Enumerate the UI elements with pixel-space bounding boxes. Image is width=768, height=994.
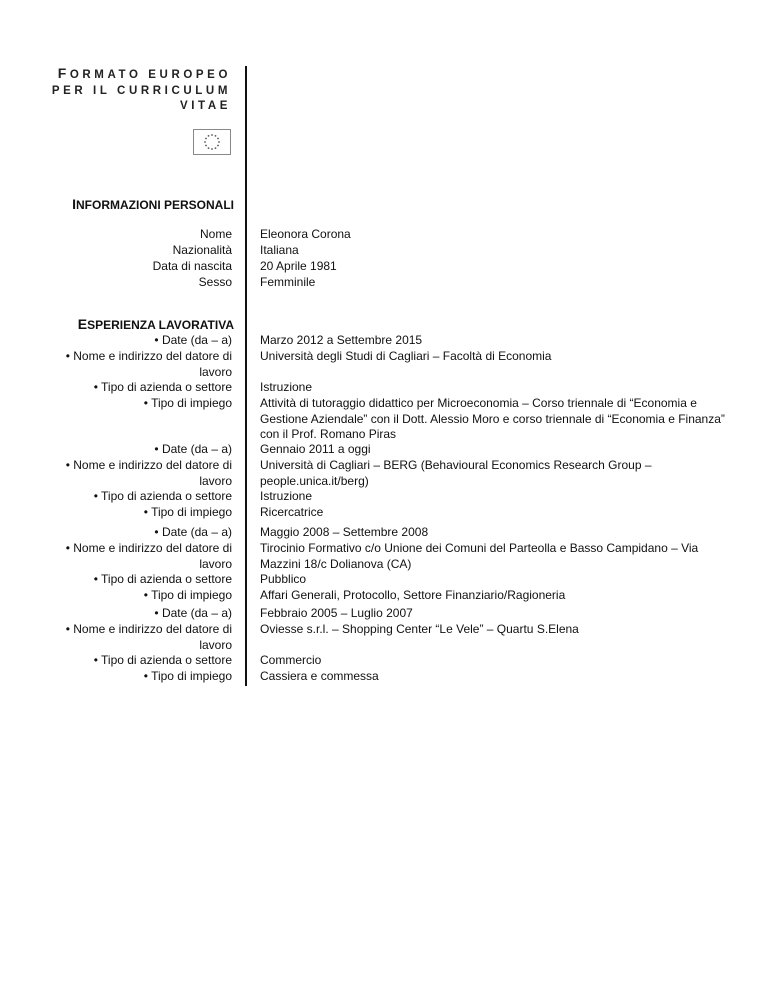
- label-job: • Tipo di impiego: [143, 396, 232, 410]
- entry-1-sector: Istruzione: [260, 380, 313, 394]
- value-birthdate: 20 Aprile 1981: [260, 259, 337, 273]
- entry-4-sector: Commercio: [260, 653, 322, 667]
- label-employer: • Nome e indirizzo del datore di lavoro: [65, 349, 232, 379]
- label-sector: • Tipo di azienda o settore: [93, 653, 232, 667]
- entry-3-sector: Pubblico: [260, 572, 307, 586]
- label-sector: • Tipo di azienda o settore: [93, 489, 232, 503]
- label-name: Nome: [199, 227, 232, 241]
- entry-2-job: Ricercatrice: [260, 505, 324, 519]
- entry-3-employer: Tirocinio Formativo c/o Unione dei Comuni del Parteolla e Basso Campidano – Via Mazzini 18/c Dolianova (CA): [260, 541, 699, 571]
- label-dates: • Date (da – a): [154, 606, 232, 620]
- entry-2-employer: Università di Cagliari – BERG (Behavioural Economics Research Group – people.unica.it/berg): [260, 458, 652, 488]
- label-dates: • Date (da – a): [154, 442, 232, 456]
- entry-4-job: Cassiera e commessa: [260, 669, 379, 683]
- entry-4-dates: Febbraio 2005 – Luglio 2007: [260, 606, 413, 620]
- value-nationality: Italiana: [260, 243, 299, 257]
- personal-info-heading: INFORMAZIONI PERSONALI: [72, 196, 234, 212]
- title-initial: F: [57, 65, 70, 81]
- label-job: • Tipo di impiego: [143, 588, 232, 602]
- label-sector: • Tipo di azienda o settore: [93, 572, 232, 586]
- label-job: • Tipo di impiego: [143, 669, 232, 683]
- label-dates: • Date (da – a): [154, 525, 232, 539]
- value-name: Eleonora Corona: [260, 227, 351, 241]
- entry-3-dates: Maggio 2008 – Settembre 2008: [260, 525, 429, 539]
- label-nationality: Nazionalità: [172, 243, 232, 257]
- work-experience-heading: ESPERIENZA LAVORATIVA: [77, 316, 234, 332]
- vertical-divider: [245, 66, 247, 686]
- label-birthdate: Data di nascita: [152, 259, 232, 273]
- entry-1-employer: Università degli Studi di Cagliari – Facoltà di Economia: [260, 349, 552, 363]
- document-title: [52, 66, 231, 115]
- value-sex: Femminile: [260, 275, 316, 289]
- label-dates: • Date (da – a): [154, 333, 232, 347]
- label-job: • Tipo di impiego: [143, 505, 232, 519]
- entry-1-job: Attività di tutoraggio didattico per Microeconomia – Corso triennale di “Economia e Gestione Aziendale” con il Dott. Alessio Moro e corso triennale di “Economia e Finanza” con il Prof. Romano Piras: [260, 396, 725, 441]
- title-line-3: VITAE: [179, 100, 231, 112]
- label-sector: • Tipo di azienda o settore: [93, 380, 232, 394]
- entry-2-sector: Istruzione: [260, 489, 313, 503]
- label-sex: Sesso: [198, 275, 232, 289]
- title-line-1: ORMATO EUROPEO: [69, 69, 231, 81]
- entry-2-dates: Gennaio 2011 a oggi: [260, 442, 371, 456]
- title-line-2: PER IL CURRICULUM: [51, 84, 231, 97]
- label-employer: • Nome e indirizzo del datore di lavoro: [65, 541, 232, 571]
- entry-3-job: Affari Generali, Protocollo, Settore Finanziario/Ragioneria: [260, 588, 566, 602]
- label-employer: • Nome e indirizzo del datore di lavoro: [65, 458, 232, 488]
- label-employer: • Nome e indirizzo del datore di lavoro: [65, 622, 232, 652]
- entry-1-dates: Marzo 2012 a Settembre 2015: [260, 333, 423, 347]
- entry-4-employer: Oviesse s.r.l. – Shopping Center “Le Vele” – Quartu S.Elena: [260, 622, 579, 636]
- eu-flag-icon: [193, 129, 231, 155]
